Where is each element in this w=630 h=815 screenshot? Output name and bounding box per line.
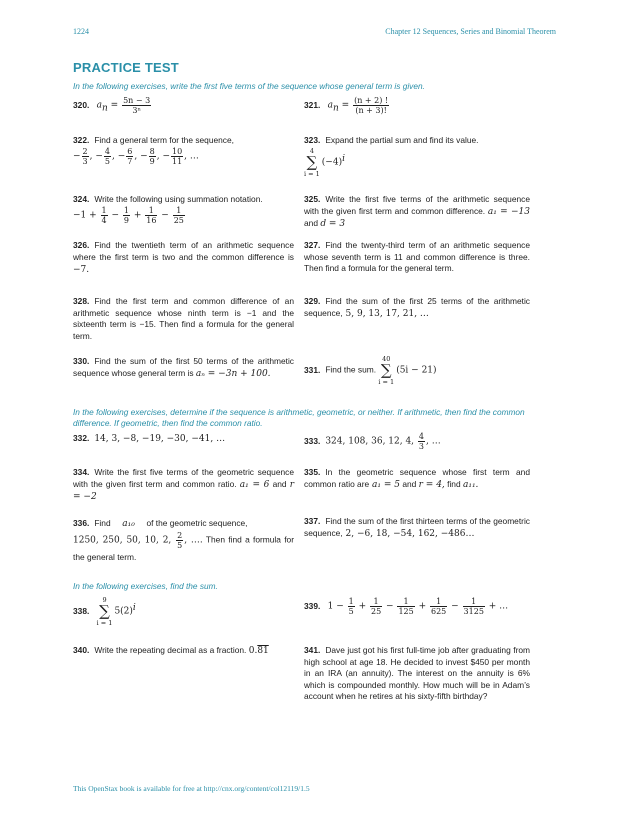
summand: (−4) (321, 157, 343, 168)
numerator: 1 (463, 597, 485, 607)
condition-1: a₁ = −13 (487, 206, 530, 217)
exercise-number: 339. (304, 600, 321, 611)
denominator: 5 (104, 156, 110, 166)
fraction (171, 147, 183, 166)
exercise-324: 324. Write the following using summation notation. −1 + $\frac{1}{4}$ − $\frac{1}{9}$ + $\frac{1}{16}$ − $\frac{1}{25}$ (73, 194, 263, 225)
exercise-text: Find (94, 518, 111, 528)
fraction (123, 206, 130, 225)
fraction (348, 597, 355, 616)
fraction (104, 147, 111, 166)
exercise-text: Dave just got his first full-time job after graduating from high school at age 18. He decided to invest $450 per month in an IRA (an annuity). The interest on the annuity is 6% which is compounded monthly. How much will be in Adam’s account when he retires at his sixty-fifth birthday? (304, 645, 530, 701)
exercise-number: 320. (73, 99, 90, 110)
exercise-text-3: Then find a formula for the general term. (73, 534, 294, 562)
exercise-331 (304, 355, 530, 386)
target-term: a₁₁. (462, 479, 479, 490)
exercise-337 (304, 516, 530, 540)
denominator: 4 (101, 215, 107, 225)
upper-limit: 4 (309, 146, 314, 155)
numerator: 4 (418, 432, 425, 441)
numerator: 1 (397, 597, 414, 607)
formula: aₙ = −3n + 100. (195, 368, 271, 379)
denominator: 3ⁿ (132, 106, 141, 115)
math-lhs: a (96, 100, 103, 111)
summand: (5i − 21) (396, 365, 437, 376)
exercise-320 (73, 96, 294, 115)
numerator: 2 (82, 146, 88, 156)
chapter-header: Chapter 12 Sequences, Series and Binomial Theorem (385, 27, 556, 36)
exercise-text: Find a general term for the sequence, (94, 135, 234, 145)
exercise-332 (73, 433, 294, 446)
summation-symbol: 9 ∑ i = 1 (96, 596, 113, 627)
exercise-text: Find the twentieth term of an arithmetic sequence where the first term is two and the common difference is (73, 240, 294, 262)
minus-sign: − (73, 151, 81, 162)
exercise-number: 325. (304, 194, 321, 204)
numerator: 1 (101, 205, 107, 215)
condition-2: d = 3 (320, 219, 346, 229)
instruction-second: In the following exercises, determine if the sequence is arithmetic, geometric, or neither. If arithmetic, then find the common difference. If geometric, then find the common ratio. (73, 407, 525, 428)
exercise-number: 333. (304, 435, 321, 446)
find-word: find (444, 478, 463, 489)
exercise-number: 338. (73, 605, 90, 616)
exercise-text: Expand the partial sum and find its value. (325, 135, 479, 145)
lower-limit: i = 1 (96, 619, 113, 627)
page-number: 1224 (73, 27, 89, 36)
denominator: 25 (371, 607, 382, 616)
numerator: 1 (123, 205, 129, 215)
numerator: 1 (370, 597, 382, 607)
exponent: i (342, 153, 345, 164)
exercise-number: 326. (73, 240, 90, 250)
exercise-number: 334. (73, 467, 90, 477)
exercise-333 (304, 432, 530, 451)
exercise-number: 331. (304, 364, 321, 375)
conjunction: and (269, 478, 290, 489)
exercise-text: Write the first five terms of the geometric sequence with the given first term and common ratio. (73, 467, 294, 489)
exercise-number: 336. (73, 518, 90, 528)
denominator: 5 (348, 607, 354, 616)
exercise-text: Find the first term and common difference of an arithmetic sequence whose ninth term is −1 and the sixteenth term is −15. Then find a formula for the general term. (73, 296, 294, 341)
repeating-digits: 81 (257, 646, 269, 656)
fraction (82, 147, 89, 166)
condition-2: r = 4, (418, 479, 445, 490)
numerator: 1 (430, 597, 447, 607)
fraction (418, 432, 425, 451)
exercise-336 (73, 516, 294, 564)
exercise-322: 322. Find a general term for the sequence, − $\frac{2}{3}$ , − $\frac{4}{5}$ , − $\frac{6}{7}$ , − $\frac{8}{9}$ , − $\frac{10}{11}$ , … (73, 135, 234, 166)
exercise-text: Find the sum of the first 25 terms of the arithmetic sequence, (304, 296, 530, 318)
math-lhs: a (327, 100, 334, 111)
lower-limit: i = 1 (378, 378, 395, 386)
numerator: 10 (171, 146, 183, 156)
summation-symbol: 40 ∑ i = 1 (378, 355, 395, 386)
exercise-330 (73, 356, 294, 380)
exercise-text: Find the sum of the first thirteen terms of the geometric sequence, (304, 516, 530, 538)
exercise-338 (73, 596, 294, 627)
denominator: 9 (123, 215, 129, 225)
denominator: 3 (418, 442, 425, 451)
math-sub: n (333, 103, 339, 114)
exercise-340 (73, 645, 294, 658)
exercise-328 (73, 296, 294, 342)
page-title: PRACTICE TEST (73, 60, 179, 75)
exercise-325 (304, 194, 530, 231)
condition-1: a₁ = 6 (239, 479, 270, 490)
condition-2: r = −2 (73, 479, 295, 502)
denominator: 5 (177, 541, 183, 550)
numerator: 4 (104, 146, 110, 156)
exercise-text: Write the repeating decimal as a fraction. (94, 645, 247, 655)
denominator: 11 (171, 156, 183, 166)
denominator: 9 (149, 156, 155, 166)
summation-symbol: 4 ∑ i = 1 (304, 146, 320, 178)
denominator: (n + 3)! (355, 106, 387, 115)
denominator: 3 (82, 156, 88, 166)
series-tail: + … (485, 601, 509, 612)
exercise-327 (304, 240, 530, 275)
lower-limit: i = 1 (304, 169, 320, 178)
fraction (397, 597, 414, 616)
denominator: 25 (173, 215, 184, 225)
denominator: 625 (431, 607, 447, 616)
exercise-number: 321. (304, 99, 321, 110)
fraction (126, 147, 133, 166)
denominator: 16 (146, 215, 157, 225)
numerator: (n + 2) ! (354, 96, 389, 105)
conjunction: and (400, 478, 419, 489)
sequence-tail: , … (184, 151, 199, 162)
fraction (149, 147, 156, 166)
exercise-number: 329. (304, 296, 321, 306)
exercise-text: Find the twenty-third term of an arithmetic sequence whose seventh term is 11 and common difference is three. Then find a formula for the general term. (304, 240, 530, 273)
numerator: 1 (145, 206, 157, 216)
numerator: 5n − 3 (123, 96, 151, 105)
fraction (430, 597, 447, 616)
instruction-first: In the following exercises, write the first five terms of the sequence whose general term is given. (73, 81, 425, 91)
exercise-number: 322. (73, 135, 90, 145)
denominator: 125 (398, 607, 414, 616)
exercise-number: 335. (304, 467, 321, 477)
exercise-334 (73, 467, 294, 504)
fraction (101, 206, 108, 225)
numerator: 8 (149, 146, 155, 156)
exercise-335 (304, 467, 530, 491)
exercise-number: 324. (73, 194, 90, 204)
exercise-number: 340. (73, 645, 90, 655)
exercise-number: 327. (304, 240, 321, 250)
exercise-329 (304, 296, 530, 320)
sequence: 2, −6, 18, −54, 162, −486… (342, 528, 475, 539)
exercise-341 (304, 645, 530, 703)
exponent: i (132, 602, 136, 613)
decimal-integer: 0. (248, 646, 258, 656)
fraction (176, 531, 183, 550)
expr-start: −1 + (73, 210, 100, 221)
fraction (353, 96, 389, 115)
denominator: 3125 (463, 607, 484, 616)
exercise-number: 328. (73, 296, 90, 306)
sequence-tail: , …. (184, 535, 203, 546)
exercise-text-2: of the geometric sequence, (146, 518, 248, 528)
math-eq: = (107, 100, 122, 111)
fraction (370, 597, 382, 616)
exercise-text: Write the following using summation notation. (94, 194, 263, 204)
conjunction: and (304, 218, 321, 228)
exercise-number: 323. (304, 135, 321, 145)
fraction (122, 96, 151, 115)
math-sub: n (102, 103, 108, 114)
exercise-326 (73, 240, 294, 277)
exercise-text: In the geometric sequence whose first term and common ratio are (304, 467, 530, 489)
summand: 5(2) (114, 606, 133, 617)
exercise-number: 332. (73, 433, 90, 443)
math-eq: = (338, 100, 353, 111)
fraction (463, 597, 485, 616)
numerator: 1 (173, 206, 185, 216)
exercise-text: Write the first five terms of the arithmetic sequence with the given first term and common difference. (304, 194, 530, 216)
denominator: 7 (127, 156, 133, 166)
upper-limit: 40 (382, 355, 391, 363)
exercise-text: Find the sum of the first 50 terms of the arithmetic sequence whose general term is (73, 356, 294, 378)
exercise-339: 339. 1 − $\frac{1}{5}$ + $\frac{1}{25}$ − $\frac{1}{125}$ + $\frac{1}{625}$ − $\frac{1}{3125}$ + … (304, 597, 509, 616)
condition-1: a₁ = 5 (369, 479, 400, 490)
exercise-number: 337. (304, 516, 321, 526)
exercise-323 (304, 135, 530, 178)
fraction (145, 206, 157, 225)
math-value: −7. (73, 265, 90, 275)
footer-note: This OpenStax book is available for free at http://cnx.org/content/col12119/1.5 (73, 784, 310, 793)
sequence: 14, 3, −8, −19, −30, −41, … (94, 434, 226, 444)
sequence: 1250, 250, 50, 10, 2, (73, 535, 176, 546)
exercise-number: 330. (73, 356, 90, 366)
exercise-text: Find the sum. (325, 364, 377, 375)
instruction-third: In the following exercises, find the sum. (73, 581, 218, 591)
sequence: 5, 9, 13, 17, 21, … (342, 308, 429, 319)
numerator: 2 (177, 531, 183, 540)
numerator: 6 (127, 146, 133, 156)
numerator: 1 (348, 597, 354, 606)
exercise-number: 341. (304, 645, 321, 655)
target-term: a₁₀ (122, 519, 135, 529)
expr-start: 1 − (327, 601, 347, 612)
exercise-321 (304, 96, 530, 115)
fraction (173, 206, 185, 225)
sequence: 324, 108, 36, 12, 4, (325, 436, 417, 447)
upper-limit: 9 (102, 596, 107, 604)
sequence-tail: , … (426, 436, 441, 447)
